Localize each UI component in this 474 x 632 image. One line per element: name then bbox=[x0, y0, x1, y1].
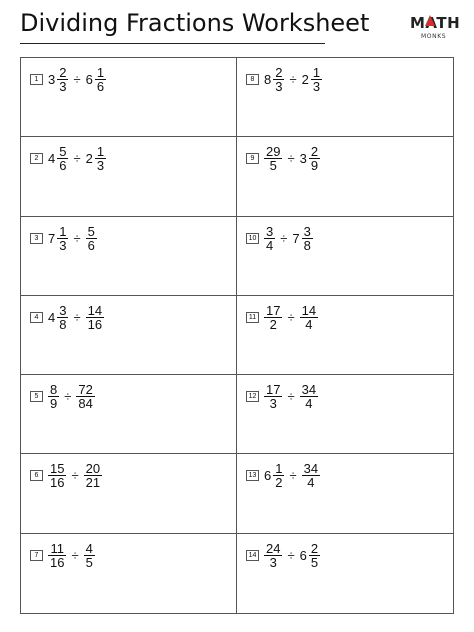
problem-expression bbox=[30, 383, 95, 410]
worksheet-title: Dividing Fractions Worksheet bbox=[20, 9, 370, 37]
dividend-fraction bbox=[57, 304, 68, 331]
divisor-fraction bbox=[300, 383, 318, 410]
division-operator: ÷ bbox=[71, 468, 79, 484]
dividend-fraction bbox=[264, 304, 282, 331]
problem-cell bbox=[237, 137, 453, 216]
problem-number: 14 bbox=[246, 550, 259, 561]
problem-cell bbox=[21, 217, 237, 296]
divisor-fraction bbox=[95, 145, 106, 172]
problem-expression bbox=[30, 462, 102, 489]
divisor-fraction bbox=[76, 383, 94, 410]
numerator: 1 bbox=[312, 65, 321, 80]
numerator: 2 bbox=[310, 540, 319, 556]
numerator: 24 bbox=[266, 540, 281, 556]
denominator: 8 bbox=[303, 237, 311, 253]
numerator: 72 bbox=[78, 382, 93, 398]
problem-expression bbox=[246, 145, 320, 172]
dividend-fraction bbox=[264, 225, 275, 252]
dividend-fraction bbox=[264, 542, 282, 569]
denominator: 3 bbox=[275, 79, 283, 94]
denominator: 4 bbox=[305, 396, 313, 412]
problem-expression bbox=[30, 225, 97, 252]
problem-expression bbox=[246, 225, 313, 252]
numerator: 1 bbox=[275, 461, 283, 477]
logo-word: MATH bbox=[410, 14, 461, 32]
denominator: 16 bbox=[50, 554, 65, 570]
problem-expression bbox=[30, 145, 106, 172]
dividend-fraction bbox=[57, 145, 68, 172]
denominator: 3 bbox=[59, 237, 67, 253]
divisor-fraction bbox=[84, 462, 102, 489]
division-operator: ÷ bbox=[287, 309, 295, 325]
division-operator: ÷ bbox=[73, 230, 81, 246]
dividend-fraction bbox=[57, 225, 68, 252]
division-operator: ÷ bbox=[289, 72, 297, 87]
divisor-fraction bbox=[86, 225, 97, 252]
denominator: 9 bbox=[50, 396, 58, 412]
denominator: 8 bbox=[59, 316, 67, 332]
problem-number: 5 bbox=[30, 391, 43, 402]
divisor-fraction bbox=[95, 66, 106, 93]
numerator: 8 bbox=[50, 382, 58, 398]
denominator: 5 bbox=[85, 554, 93, 570]
dividend-whole: 4 bbox=[48, 309, 56, 325]
problem-expression bbox=[246, 383, 318, 410]
divisor-fraction bbox=[302, 225, 313, 252]
numerator: 15 bbox=[50, 461, 65, 477]
logo-subtext: MONKS bbox=[421, 33, 447, 40]
divisor-fraction bbox=[300, 304, 318, 331]
divisor-fraction bbox=[309, 542, 320, 569]
dividend-whole: 8 bbox=[264, 72, 272, 87]
division-operator: ÷ bbox=[287, 151, 295, 167]
division-operator: ÷ bbox=[71, 547, 79, 563]
numerator: 29 bbox=[266, 144, 281, 160]
division-operator: ÷ bbox=[73, 309, 81, 325]
divisor-fraction bbox=[309, 145, 320, 172]
problem-number: 10 bbox=[246, 233, 259, 244]
denominator: 2 bbox=[275, 475, 283, 491]
numerator: 5 bbox=[87, 223, 95, 239]
problem-number: 2 bbox=[30, 153, 43, 164]
numerator: 2 bbox=[275, 65, 283, 80]
divisor-whole: 6 bbox=[299, 547, 307, 563]
problem-cell bbox=[21, 375, 237, 454]
dividend-fraction bbox=[273, 66, 284, 93]
divisor-fraction bbox=[302, 462, 320, 489]
dividend-whole: 4 bbox=[48, 151, 56, 167]
denominator: 16 bbox=[87, 316, 103, 332]
math-monks-logo bbox=[410, 14, 461, 44]
problem-cell bbox=[237, 534, 453, 613]
problem-expression bbox=[246, 542, 320, 569]
numerator: 17 bbox=[266, 302, 281, 318]
numerator: 2 bbox=[59, 65, 67, 80]
divisor-whole: 3 bbox=[299, 151, 307, 167]
problem-cell bbox=[237, 375, 453, 454]
denominator: 5 bbox=[310, 554, 319, 570]
problem-expression bbox=[246, 462, 320, 489]
problem-cell bbox=[21, 534, 237, 613]
dividend-fraction bbox=[48, 542, 66, 569]
problem-cell bbox=[237, 58, 453, 137]
problem-number: 3 bbox=[30, 233, 43, 244]
numerator: 3 bbox=[59, 302, 67, 318]
division-operator: ÷ bbox=[280, 230, 288, 246]
denominator: 3 bbox=[59, 79, 67, 94]
numerator: 11 bbox=[50, 540, 64, 556]
dividend-whole: 7 bbox=[48, 230, 56, 246]
dividend-whole: 3 bbox=[48, 72, 56, 87]
logo-triangle-icon bbox=[425, 15, 435, 26]
divisor-whole: 2 bbox=[301, 72, 309, 87]
divisor-fraction bbox=[86, 304, 104, 331]
problem-expression bbox=[30, 304, 104, 331]
problem-cell bbox=[237, 454, 453, 533]
dividend-fraction bbox=[57, 66, 68, 93]
numerator: 3 bbox=[266, 223, 274, 239]
denominator: 3 bbox=[269, 554, 277, 570]
problem-cell bbox=[237, 217, 453, 296]
problem-expression bbox=[246, 66, 322, 93]
divisor-whole: 6 bbox=[85, 72, 93, 87]
numerator: 20 bbox=[85, 461, 101, 477]
numerator: 34 bbox=[303, 461, 319, 477]
problem-number: 12 bbox=[246, 391, 259, 402]
numerator: 1 bbox=[59, 223, 67, 239]
denominator: 21 bbox=[85, 475, 101, 491]
denominator: 16 bbox=[50, 475, 65, 491]
problem-grid bbox=[20, 57, 454, 614]
division-operator: ÷ bbox=[287, 389, 295, 405]
problem-number: 13 bbox=[246, 470, 259, 481]
denominator: 2 bbox=[269, 316, 277, 332]
problem-number: 11 bbox=[246, 312, 259, 323]
denominator: 5 bbox=[269, 158, 277, 174]
numerator: 14 bbox=[301, 302, 317, 318]
dividend-fraction bbox=[273, 462, 284, 489]
numerator: 4 bbox=[85, 540, 93, 556]
denominator: 3 bbox=[269, 396, 277, 412]
division-operator: ÷ bbox=[289, 468, 297, 484]
problem-number: 7 bbox=[30, 550, 43, 561]
problem-number: 4 bbox=[30, 312, 43, 323]
problem-cell bbox=[21, 454, 237, 533]
denominator: 6 bbox=[96, 79, 105, 94]
problem-number: 8 bbox=[246, 74, 259, 85]
title-underline bbox=[20, 43, 325, 44]
problem-expression bbox=[30, 66, 106, 93]
division-operator: ÷ bbox=[73, 151, 81, 167]
numerator: 17 bbox=[266, 382, 281, 398]
denominator: 4 bbox=[307, 475, 315, 491]
numerator: 1 bbox=[96, 65, 105, 80]
numerator: 3 bbox=[303, 223, 311, 239]
denominator: 4 bbox=[305, 316, 313, 332]
numerator: 1 bbox=[96, 144, 105, 160]
problem-number: 9 bbox=[246, 153, 259, 164]
denominator: 4 bbox=[266, 237, 274, 253]
denominator: 3 bbox=[312, 79, 321, 94]
division-operator: ÷ bbox=[64, 389, 72, 405]
numerator: 34 bbox=[301, 382, 317, 398]
numerator: 5 bbox=[59, 144, 67, 160]
dividend-whole: 6 bbox=[264, 468, 272, 484]
division-operator: ÷ bbox=[73, 72, 81, 87]
division-operator: ÷ bbox=[287, 547, 295, 563]
problem-cell bbox=[21, 58, 237, 137]
numerator: 14 bbox=[87, 302, 103, 318]
problem-expression bbox=[246, 304, 318, 331]
denominator: 9 bbox=[310, 158, 319, 174]
dividend-fraction bbox=[264, 383, 282, 410]
divisor-whole: 7 bbox=[292, 230, 300, 246]
divisor-whole: 2 bbox=[85, 151, 93, 167]
divisor-fraction bbox=[84, 542, 95, 569]
dividend-fraction bbox=[264, 145, 282, 172]
problem-cell bbox=[21, 137, 237, 216]
problem-cell bbox=[237, 296, 453, 375]
problem-number: 1 bbox=[30, 74, 43, 85]
denominator: 3 bbox=[96, 158, 105, 174]
problem-expression bbox=[30, 542, 95, 569]
denominator: 6 bbox=[87, 237, 95, 253]
dividend-fraction bbox=[48, 462, 66, 489]
divisor-fraction bbox=[311, 66, 322, 93]
problem-number: 6 bbox=[30, 470, 43, 481]
problem-cell bbox=[21, 296, 237, 375]
numerator: 2 bbox=[310, 144, 319, 160]
denominator: 84 bbox=[78, 396, 93, 412]
dividend-fraction bbox=[48, 383, 59, 410]
denominator: 6 bbox=[59, 158, 67, 174]
